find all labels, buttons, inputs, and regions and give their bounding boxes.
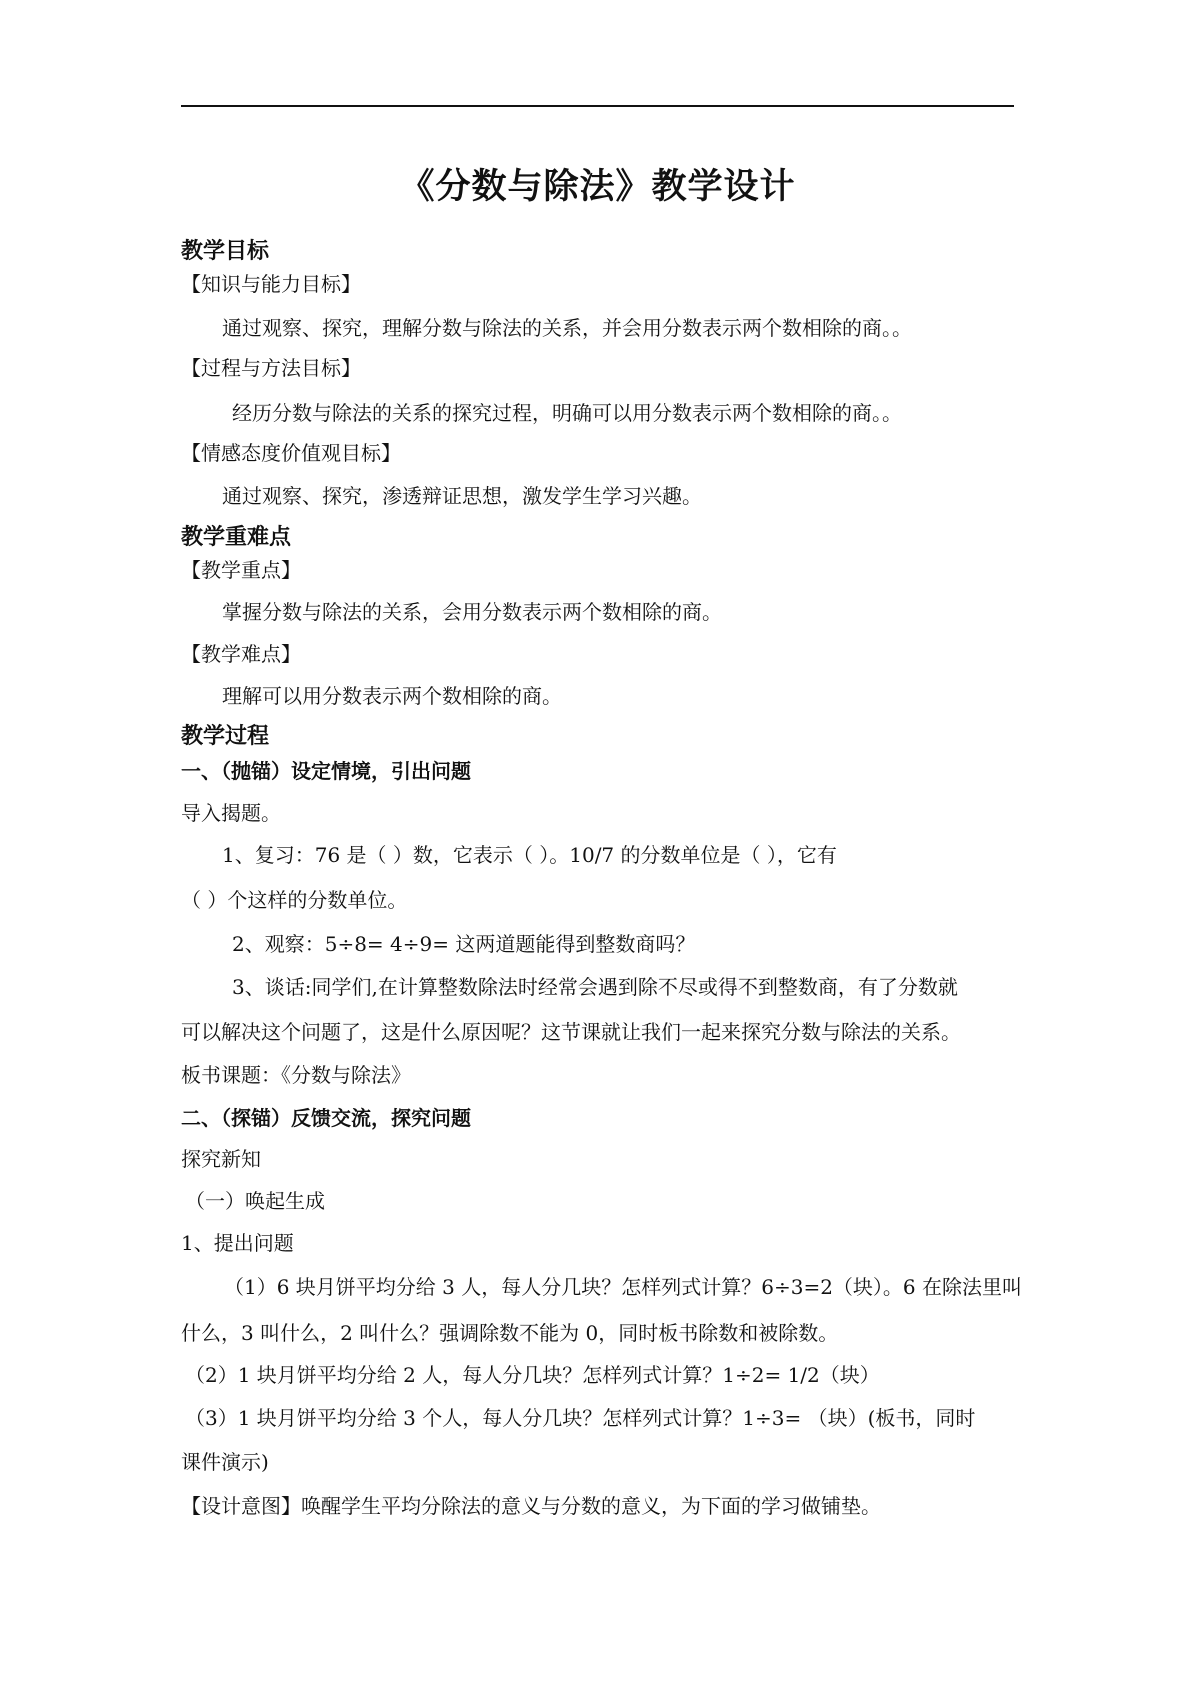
section-heading-key-points: 教学重难点 (181, 525, 292, 550)
paragraph-intro: 导入揭题。 (181, 801, 281, 825)
paragraph-design-intent: 【设计意图】唤醒学生平均分除法的意义与分数的意义，为下面的学习做铺垫。 (181, 1494, 881, 1518)
paragraph-review-line1: 1、复习：76 是（ ）数，它表示（ ）。10/7 的分数单位是（ ），它有 (222, 843, 837, 867)
paragraph-sub1: （一）唤起生成 (185, 1189, 325, 1213)
section-heading-process: 教学过程 (181, 724, 270, 749)
paragraph-explore: 探究新知 (181, 1147, 261, 1171)
paragraph-q3-line1: （3）1 块月饼平均分给 3 个人，每人分几块？怎样列式计算？1÷3= （块）(板书，同时 (185, 1406, 976, 1430)
paragraph-process: 经历分数与除法的关系的探究过程，明确可以用分数表示两个数相除的商。。 (232, 401, 902, 425)
page-title: 《分数与除法》教学设计 (399, 167, 796, 207)
label-process: 【过程与方法目标】 (181, 356, 361, 380)
label-knowledge: 【知识与能力目标】 (181, 272, 361, 296)
paragraph-difficulty: 理解可以用分数表示两个数相除的商。 (222, 684, 562, 708)
label-emotion: 【情感态度价值观目标】 (181, 441, 401, 465)
paragraph-knowledge: 通过观察、探究，理解分数与除法的关系，并会用分数表示两个数相除的商。。 (222, 316, 912, 340)
paragraph-focus: 掌握分数与除法的关系，会用分数表示两个数相除的商。 (222, 600, 722, 624)
paragraph-board-title: 板书课题：《分数与除法》 (181, 1063, 411, 1087)
paragraph-q1-line1: （1）6 块月饼平均分给 3 人，每人分几块？怎样列式计算？6÷3=2（块）。6 在除法里叫 (224, 1275, 1023, 1299)
paragraph-review-line2: （ ）个这样的分数单位。 (181, 888, 408, 912)
section-heading-objectives: 教学目标 (181, 239, 270, 264)
paragraph-emotion: 通过观察、探究，渗透辩证思想，激发学生学习兴趣。 (222, 484, 702, 508)
paragraph-talk-line2: 可以解决这个问题了，这是什么原因呢？这节课就让我们一起来探究分数与除法的关系。 (181, 1020, 961, 1044)
paragraph-observe: 2、观察：5÷8= 4÷9= 这两道题能得到整数商吗？ (232, 932, 696, 956)
paragraph-q1-line2: 什么，3 叫什么，2 叫什么？强调除数不能为 0，同时板书除数和被除数。 (181, 1321, 839, 1345)
paragraph-q2: （2）1 块月饼平均分给 2 人，每人分几块？怎样列式计算？1÷2= 1/2（块） (185, 1363, 880, 1387)
label-focus: 【教学重点】 (181, 558, 301, 582)
paragraph-q3-line2: 课件演示) (181, 1450, 269, 1474)
subheading-part2: 二、（探锚）反馈交流，探究问题 (181, 1106, 471, 1130)
subheading-part1: 一、（抛锚）设定情境，引出问题 (181, 759, 471, 783)
label-difficulty: 【教学难点】 (181, 642, 301, 666)
paragraph-talk-line1: 3、谈话:同学们,在计算整数除法时经常会遇到除不尽或得不到整数商，有了分数就 (232, 975, 958, 999)
header-rule (181, 105, 1014, 107)
paragraph-raise-question: 1、提出问题 (181, 1231, 294, 1255)
